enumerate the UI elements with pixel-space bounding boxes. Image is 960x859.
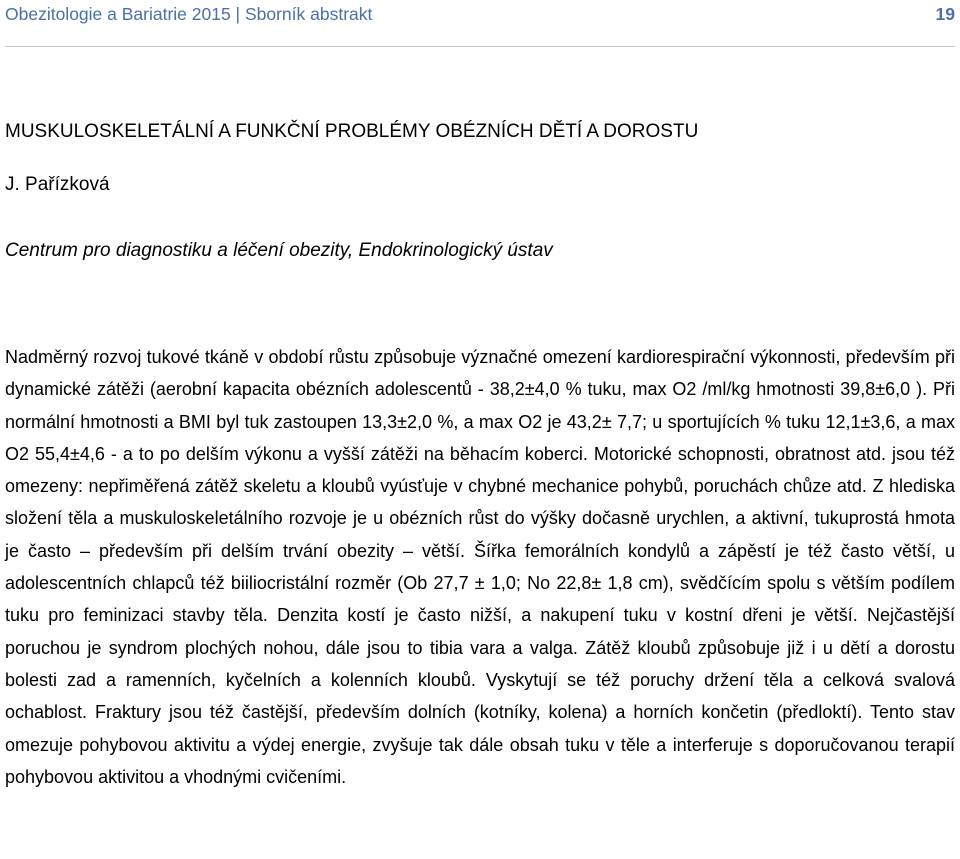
- header-divider: [5, 46, 955, 47]
- author-affiliation: Centrum pro diagnostiku a léčení obezity, Endokrinologický ústav: [5, 240, 553, 261]
- page-number: 19: [935, 4, 955, 24]
- article-title: MUSKULOSKELETÁLNÍ A FUNKČNÍ PROBLÉMY OBÉZNÍCH DĚTÍ A DOROSTU: [5, 121, 699, 142]
- abstract-body: Nadměrný rozvoj tukové tkáně v období růstu způsobuje význačné omezení kardiorespirační výkonnosti, především při dynamické zátěži (aerobní kapacita obézních adolescentů - 38,2±4,0 % tuku, max O2 /ml/kg hmotnosti 39,8±6,0 ). Při normální hmotnosti a BMI byl tuk zastoupen 13,3±2,0 %, a max O2 je 43,2± 7,7; u sportujících % tuku 12,1±3,6, a max O2 55,4±4,6 - a to po delším výkonu a vyšší zátěži na běhacím koberci. Motorické schopnosti, obratnost atd. jsou též omezeny: nepřiměřená zátěž skeletu a kloubů vyúsťuje v chybné mechanice pohybů, poruchách chůze atd. Z hlediska složení těla a muskuloskeletálního rozvoje je u obézních růst do výšky dočasně urychlen, a aktivní, tukuprostá hmota je často – především při delším trvání obezity – větší. Šířka femorálních kondylů a zápěstí je též často větší, u adolescentních chlapců též biiliocristální rozměr (Ob 27,7 ± 1,0; No 22,8± 1,8 cm), svědčícím spolu s větším podílem tuku pro feminizaci stavby těla. Denzita kostí je často nižší, a nakupení tuku v kostní dřeni je větší. Nejčastější poruchou je syndrom plochých nohou, dále jsou to tibia vara a valga. Zátěž kloubů způsobuje již i u dětí a dorostu bolesti zad a ramenních, kyčelních a kolenních kloubů. Vyskytují se též poruchy držení těla a celková svalová ochablost. Fraktury jsou též častější, především dolních (kotníky, kolena) a horních končetin (předloktí). Tento stav omezuje pohybovou aktivitu a výdej energie, zvyšuje tak dále obsah tuku v těle a interferuje s doporučovanou terapií pohybovou aktivitou a vhodnými cvičeními.: [5, 347, 955, 787]
- publication-title: Obezitologie a Bariatrie 2015 | Sborník abstrakt: [5, 4, 373, 24]
- running-header: [5, 4, 955, 28]
- article-author: J. Pařízková: [5, 174, 110, 195]
